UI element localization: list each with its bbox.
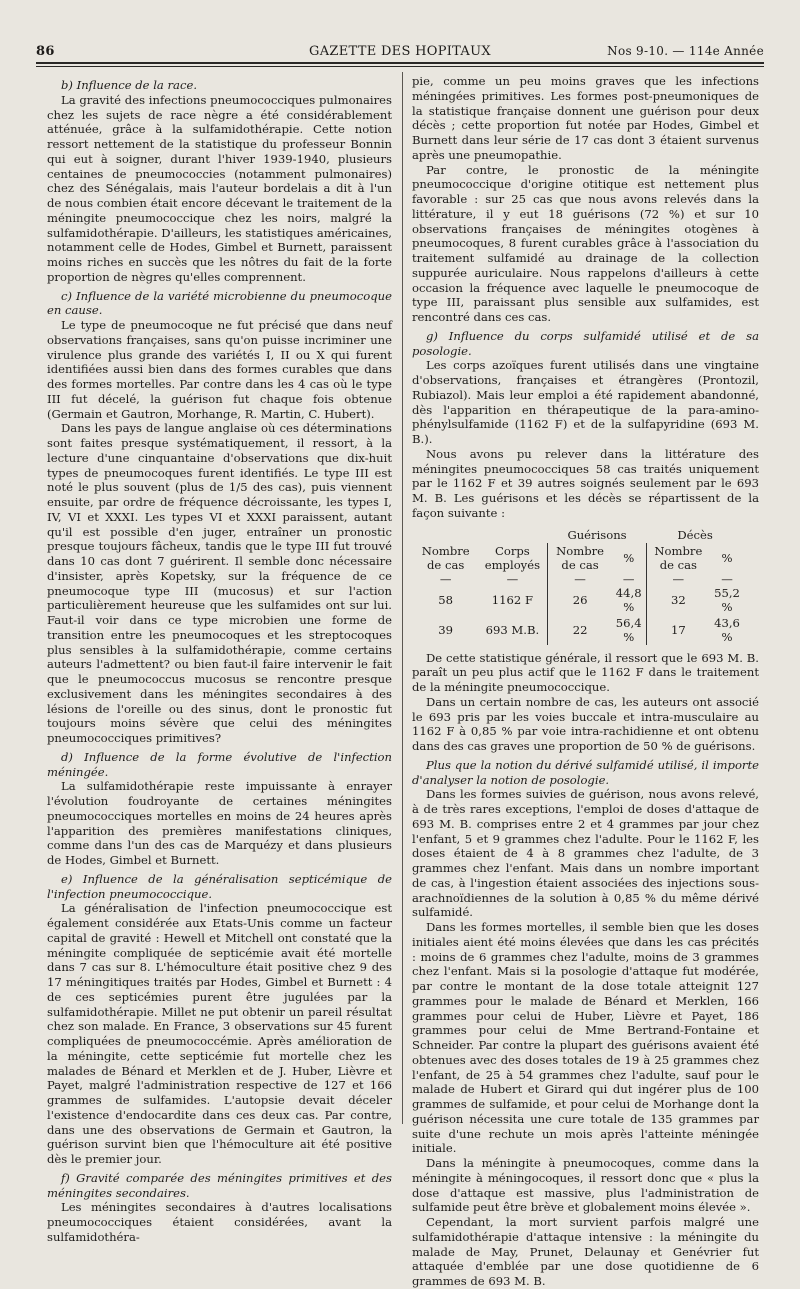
- group-header-guerisons: Guérisons: [567, 527, 627, 542]
- table-row: [414, 585, 744, 615]
- table-group-header: [414, 527, 744, 543]
- paragraph: Dans un certain nombre de cas, les auteurs ont associé le 693 pris par les voies buccale et intra-musculaire au 1162 F à 0,85 % par voie intra-rachidienne et ont obtenu dans des cas graves une proportion de 50 % de guérisons.: [412, 694, 759, 753]
- section-heading: c) Influence de la variété microbienne du pneumocoque en cause.: [47, 288, 392, 318]
- paragraph: Dans les formes suivies de guérison, nous avons relevé, à de très rares exceptions, l'emploi de doses d'attaque de 693 M. B. comprises entre 2 et 4 grammes par jour chez l'enfant, 5 et 9 grammes chez l'adulte. Pour le 1162 F, les doses étaient de 4 à 8 grammes chez l'adulte, de 3 grammes chez l'enfant. Mais dans un nombre important de cas, à l'ingestion étaient associées des injections sous-arachnoïdiennes de la solution à 0,85 % du même dérivé sulfamidé.: [412, 787, 759, 920]
- section-heading: g) Influence du corps sulfamidé utilisé et de sa posologie.: [412, 328, 759, 358]
- column-divider: [402, 72, 403, 1124]
- issue-info: Nos 9-10. — 114e Année: [607, 44, 764, 58]
- table-cell: 26: [548, 585, 612, 615]
- table-cell: 56,4 %: [615, 615, 642, 644]
- column-header: Corps employés: [484, 543, 541, 572]
- table-cell: 39: [438, 622, 454, 637]
- table-column-header: [414, 543, 744, 573]
- column-header: Nombre de cas: [421, 543, 470, 572]
- page-number: 86: [36, 44, 55, 59]
- section-heading: Plus que la notion du dérivé sulfamidé utilisé, il importe d'analyser la notion de posologie.: [412, 757, 759, 787]
- table-cell: 17: [646, 615, 710, 645]
- table-cell: 55,2 %: [714, 585, 740, 614]
- table-cell: 22: [548, 615, 612, 645]
- right-column-bottom: [412, 651, 759, 1289]
- paragraph: Les méningites secondaires à d'autres localisations pneumococciques étaient considérées, avant la sulfamidothéra-: [47, 1200, 392, 1244]
- paragraph: Les corps azoïques furent utilisés dans une vingtaine d'observations, françaises et étrangères (Prontozil, Rubiazol). Mais leur emploi a été rapidement abandonné, dès l'apparition en thérapeutique de la para-amino-phénylsulfamide (1162 F) et de la sulfapyridine (693 M. B.).: [412, 358, 759, 446]
- table-cell: 693 M.B.: [485, 622, 540, 637]
- left-column: [47, 74, 392, 1245]
- table-cell: 58: [438, 592, 454, 607]
- column-header: %: [623, 550, 635, 565]
- paragraph: La sulfamidothérapie reste impuissante à enrayer l'évolution foudroyante de certaines méningites pneumococciques mortelles en moins de 24 heures après l'apparition des premières manifestations cliniques, comme dans l'un des cas de Marquézy et dans plusieurs de Hodes, Gimbel et Burnett.: [47, 779, 392, 867]
- paragraph: Dans les formes mortelles, il semble bien que les doses initiales aient été moins élevées que dans les cas précités : moins de 6 grammes chez l'adulte, moins de 3 grammes chez l'enfant. Mais si la posologie d'attaque fut modérée, par contre le montant de la dose totale atteignit 127 grammes pour le malade de Bénard et Merklen, 166 grammes pour celui de Huber, Lièvre et Payet, 186 grammes pour celui de Mme Bertrand-Fontaine et Schneider. Par contre la plupart des guérisons avaient été obtenues avec des doses totales de 19 à 25 grammes chez l'enfant, de 25 à 54 grammes chez l'adulte, sauf pour le malade de Hubert et Girard qui dut ingérer plus de 100 grammes de sulfamide, et pour celui de Morhange dont la guérison nécessita une cure totale de 135 grammes par suite d'une rechute un mois après l'atteinte méningée initiale.: [412, 920, 759, 1156]
- section-heading: f) Gravité comparée des méningites primitives et des méningites secondaires.: [47, 1170, 392, 1200]
- section-heading: e) Influence de la généralisation septicémique de l'infection pneumococcique.: [47, 871, 392, 901]
- group-header-deces: Décès: [677, 527, 713, 542]
- paragraph: Cependant, la mort survient parfois malgré une sulfamidothérapie d'attaque intensive : la méningite du malade de May, Prunet, Delaunay et Genévrier fut attaquée d'emblée par une dose quotidienne de 6 grammes de 693 M. B.: [412, 1215, 759, 1288]
- column-header: Nombre de cas: [646, 543, 710, 573]
- paragraph: pie, comme un peu moins graves que les infections méningées primitives. Les formes post-pneumoniques de la statistique française donnent une guérison pour deux décès ; cette proportion fut notée par Hodes, Gimbel et Burnett dans leur série de 17 cas dont 3 étaient survenus après une pneumopathie.: [412, 74, 759, 162]
- table-cell: 1162 F: [491, 592, 533, 607]
- header-rule-thin: [36, 66, 764, 67]
- paragraph: Le type de pneumocoque ne fut précisé que dans neuf observations françaises, sans qu'on puisse incriminer une virulence plus grande des variétés I, II ou X qui furent identifiées aussi bien dans des formes curables que dans des formes mortelles. Par contre dans les 4 cas où le type III fut décelé, la guérison fut chaque fois obtenue (Germain et Gautron, Morhange, R. Martin, C. Hubert).: [47, 318, 392, 421]
- section-heading: d) Influence de la forme évolutive de l'infection méningée.: [47, 749, 392, 779]
- paragraph: Dans les pays de langue anglaise où ces déterminations sont faites presque systématiquement, il ressort, à la lecture d'une cinquantaine d'observations que dix-huit types de pneumocoques furent identifiés. Le type III est noté le plus souvent (plus de 1/5 des cas), puis viennent ensuite, par ordre de fréquence décroissante, les types I, IV, VI et XXXI. Les types VI et XXXI paraissent, autant qu'il est possible d'en juger, entraîner un pronostic presque toujours fâcheux, tandis que le type III fut trouvé dans 10 cas dont 7 guérirent. Il semble donc nécessaire d'insister, après Kopetsky, sur la fréquence de ce pneumocoque type III (mucosus) et sur l'action particulièrement heureuse que les sulfamides ont sur lui. Faut-il voir dans ce type microbien une forme de transition entre les pneumocoques et les streptocoques plus sensibles à la sulfamidothérapie, comme certains auteurs l'admettent? ou bien faut-il faire intervenir le fait que le pneumococcus mucosus se rencontre presque exclusivement dans les méningites secondaires à des lésions de l'oreille ou des sinus, dont le pronostic fut toujours moins sévère que celui des méningites pneumococciques primitives?: [47, 421, 392, 745]
- table-cell: 44,8 %: [615, 585, 642, 614]
- section-heading: b) Influence de la race.: [61, 78, 198, 92]
- table-row: [414, 615, 744, 645]
- paragraph: La généralisation de l'infection pneumococcique est également considérée aux Etats-Unis comme un facteur capital de gravité : Hewell et Mitchell ont constaté que la méningite compliquée de septicémie avait été mortelle dans 7 cas sur 8. L'hémoculture était positive chez 9 des 17 méningitiques traités par Hodes, Gimbel et Burnett : 4 de ces septicémies purent être jugulées par la sulfamidothérapie. Millet ne put obtenir un pareil résultat chez son malade. En France, 3 observations sur 45 furent compliquées de pneumococcémie. Après amélioration de la méningite, cette septicémie fut mortelle chez les malades de Bénard et Merklen et de J. Huber, Lièvre et Payet, malgré l'administration respective de 127 et 166 grammes de sulfamides. L'autopsie devait déceler l'existence d'endocardite dans ces deux cas. Par contre, dans une des observations de Germain et Gautron, la guérison survint bien que l'hémoculture ait été positive dès le premier jour.: [47, 901, 392, 1166]
- table-cell: 32: [646, 585, 710, 615]
- paragraph: Nous avons pu relever dans la littérature des méningites pneumococciques 58 cas traités uniquement par le 1162 F et 39 autres soignés seulement par le 693 M. B. Les guérisons et les décès se répartissent de la façon suivante :: [412, 446, 759, 520]
- right-column-top: [412, 74, 759, 521]
- paragraph: Par contre, le pronostic de la méningite pneumococcique d'origine otitique est nettement plus favorable : sur 25 cas que nous avons relevés dans la littérature, il y eut 18 guérisons (72 %) et sur 10 observations françaises de méningites otogènes à pneumocoques, 8 furent curables grâce à l'association du traitement sulfamidé au drainage de la collection suppurée auriculaire. Nous rappelons d'ailleurs à cette occasion la fréquence avec laquelle le pneumocoque de type III, paraissant plus sensible aux sulfamides, est rencontré dans ces cas.: [412, 162, 759, 324]
- paragraph: De cette statistique générale, il ressort que le 693 M. B. paraît un peu plus actif que le 1162 F dans le traitement de la méningite pneumococcique.: [412, 650, 759, 694]
- table-separator-row: — — — — — —: [439, 571, 733, 586]
- column-header: Nombre de cas: [548, 543, 612, 573]
- right-column: [412, 74, 759, 1289]
- paragraph: La gravité des infections pneumococciques pulmonaires chez les sujets de race nègre a été considérablement atténuée, grâce à la sulfamidothérapie. Cette notion ressort nettement de la statistique du professeur Bonnin qui eut à soigner, durant l'hiver 1939-1940, plusieurs centaines de pneumococcies (notamment pulmonaires) chez des Sénégalais, mais l'auteur bordelais a dit à l'un de nous combien était encore décevant le traitement de la méningite pneumococcique chez les noirs, malgré la sulfamidothérapie. D'ailleurs, les statistiques américaines, notamment celle de Hodes, Gimbel et Burnett, paraissent moins riches en succès que les nôtres du fait de la forte proportion de nègres qu'elles comprennent.: [47, 92, 392, 284]
- paragraph: Dans la méningite à pneumocoques, comme dans la méningite à méningocoques, il ressort donc que « plus la dose d'attaque est massive, plus l'administration de sulfamide peut être brève et globalement moins élevée ».: [412, 1156, 759, 1215]
- running-header: [36, 40, 764, 62]
- journal-title: GAZETTE DES HOPITAUX: [309, 44, 491, 59]
- header-rule: [36, 62, 764, 64]
- column-header: %: [721, 550, 733, 565]
- results-table: [414, 527, 744, 645]
- table-cell: 43,6 %: [714, 615, 740, 644]
